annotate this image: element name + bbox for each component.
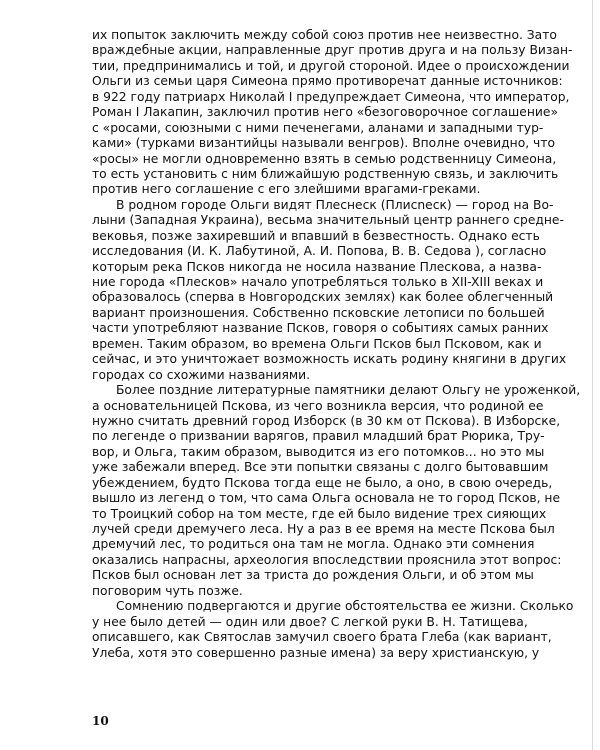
text-line: вышло из легенд о том, что сама Ольга основала не то город Псков, не — [92, 491, 561, 506]
text-line: лучей среди дремучего леса. Ну а раз в ее время на месте Пскова был — [92, 522, 555, 536]
text-line: враждебные акции, направленные друг против друга и на пользу Визан- — [92, 43, 573, 58]
text-line: сейчас, и это уничтожает возможность искать родину княгини в других — [92, 352, 567, 367]
body-text — [92, 28, 581, 661]
text-line: у нее было детей — один или двое? С легкой руки В. Н. Татищева, — [92, 614, 528, 629]
text-line: то Троицкий собор на том месте, где ей было видение трех сияющих — [92, 506, 547, 521]
text-line: их попыток заключить между собой союз против нее неизвестно. Зато — [92, 28, 557, 42]
text-line: лыни (Западная Украина), весьма значительный центр раннего средне- — [92, 213, 564, 228]
text-line: Роман I Лакапин, заключил против него «безоговорочное соглашение» — [92, 105, 558, 120]
text-line: дремучий лес, то родиться она там не могла. Однако эти сомнения — [92, 537, 535, 552]
page-edge-divider — [592, 0, 593, 750]
text-line: ками» (турками византийцы называли венгров). Вполне очевидно, что — [92, 136, 556, 151]
text-line: тии, предпринимались и той, и другой стороной. Идее о происхождении — [92, 58, 570, 73]
text-line: Ольги из семьи царя Симеона прямо противоречат данные источников: — [92, 74, 563, 89]
text-line: оказались напрасны, археология впоследствии прояснила этот вопрос: — [92, 552, 562, 567]
text-line: В родном городе Ольги видят Плеснеск (Плисneск) — город на Во- — [116, 197, 554, 212]
page-number: 10 — [92, 714, 109, 728]
text-line: убеждением, будто Пскова тогда еще не было, а оно, в свою очередь, — [92, 475, 553, 490]
text-line: а основательницей Пскова, из чего возникла версия, что родиной ее — [92, 398, 544, 413]
text-line: образовалось (сперва в Новгородских землях) как более облегченный — [92, 290, 554, 305]
text-line: «росы» не могли одновременно взять в семью родственницу Симеона, — [92, 151, 557, 166]
text-line: то есть установить с ним ближайшую родственную связь, и заключить — [92, 166, 559, 181]
text-line: времен. Таким образом, во времена Ольги Псков был Псковом, как и — [92, 336, 542, 351]
text-line: с «росами, союзными с ними печенегами, аланами и западными тур- — [92, 120, 544, 135]
text-line: уже забежали вперед. Все эти попытки связаны с долго бытовавшим — [92, 460, 549, 475]
text-line: Псков был основан лет за триста до рождения Ольги, и об этом мы — [92, 568, 534, 583]
text-line: которым река Псков никогда не носила название Плескова, а назва- — [92, 259, 542, 274]
text-line: вариант произношения. Собственно псковские летописи по большей — [92, 305, 545, 320]
text-line: описавшего, как Святослав замучил своего брата Глеба (как вариант, — [92, 630, 552, 645]
text-line: части употребляют название Псков, говоря о событиях самых ранних — [92, 321, 549, 336]
text-line: вор, и Ольга, таким образом, выводится из его потомков... но это мы — [92, 444, 545, 459]
text-line: Улеба, хотя это совершенно разные имена) за веру христианскую, у — [92, 645, 540, 660]
text-line: поговорим чуть позже. — [92, 583, 243, 598]
text-line: в 922 году патриарх Николай I предупреждает Симеона, что император, — [92, 89, 570, 104]
text-line: против него соглашение с его злейшими врагами-греками. — [92, 182, 481, 197]
text-line: вековья, позже захиревший и впавший в безвестность. Однако есть — [92, 228, 540, 243]
text-line: Сомнению подвергаются и другие обстоятельства ее жизни. Сколько — [116, 599, 574, 614]
text-line: нужно считать древний город Изборск (в 30 км от Пскова). В Изборске, — [92, 413, 561, 428]
text-line: по легенде о призвании варягов, правил младший брат Рюрика, Тру- — [92, 429, 545, 444]
text-line: городах со схожими названиями. — [92, 367, 311, 382]
text-line: исследования (И. К. Лабутиной, А. И. Попова, В. В. Седова ), согласно — [92, 244, 547, 259]
text-line: ние города «Плесков» начало употребляться только в XII-XIII веках и — [92, 275, 544, 289]
text-line: Более поздние литературные памятники делают Ольгу не уроженкой, — [116, 383, 581, 398]
